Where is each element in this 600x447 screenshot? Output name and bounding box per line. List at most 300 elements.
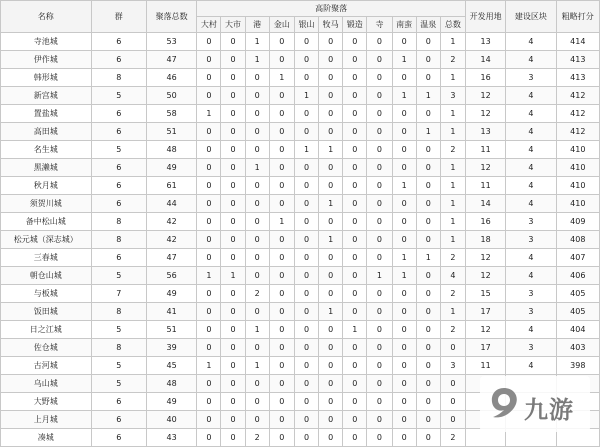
cell-name: 黑濑城	[1, 159, 92, 177]
cell-score: 398	[556, 357, 599, 375]
cell-sub: 0	[269, 321, 294, 339]
cell-sub: 0	[269, 159, 294, 177]
cell-sub: 0	[245, 231, 269, 249]
cell-land: 12	[466, 321, 506, 339]
cell-sub: 1	[367, 267, 392, 285]
cell-block: 3	[506, 339, 556, 357]
cell-sub: 1	[440, 69, 465, 87]
cell-group: 5	[91, 267, 146, 285]
cell-sub: 0	[221, 249, 245, 267]
cell-sub: 0	[343, 159, 367, 177]
cell-block: 4	[506, 249, 556, 267]
cell-total: 53	[146, 33, 196, 51]
cell-block: 3	[506, 213, 556, 231]
cell-sub: 1	[343, 321, 367, 339]
cell-sub: 0	[343, 195, 367, 213]
table-row	[1, 33, 600, 51]
header-sub-5: 牧马	[319, 17, 343, 33]
cell-sub: 0	[343, 411, 367, 429]
cell-name: 寺池城	[1, 33, 92, 51]
cell-sub: 0	[343, 303, 367, 321]
cell-sub: 0	[367, 285, 392, 303]
cell-land: 17	[466, 339, 506, 357]
cell-sub: 1	[294, 87, 318, 105]
cell-sub: 0	[343, 249, 367, 267]
cell-sub: 0	[319, 357, 343, 375]
cell-score: 404	[556, 321, 599, 339]
cell-sub: 1	[294, 141, 318, 159]
cell-sub: 0	[269, 357, 294, 375]
header-sub-2: 港	[245, 17, 269, 33]
cell-block: 4	[506, 267, 556, 285]
table-row	[1, 303, 600, 321]
cell-sub: 0	[367, 231, 392, 249]
table-row	[1, 195, 600, 213]
cell-sub: 0	[367, 375, 392, 393]
cell-sub: 0	[221, 159, 245, 177]
cell-name: 伊作城	[1, 51, 92, 69]
cell-sub: 1	[245, 357, 269, 375]
cell-sub: 0	[221, 123, 245, 141]
cell-sub: 0	[269, 285, 294, 303]
cell-sub: 0	[294, 123, 318, 141]
cell-sub: 1	[392, 51, 416, 69]
cell-group: 8	[91, 213, 146, 231]
cell-sub: 0	[343, 357, 367, 375]
cell-group: 7	[91, 285, 146, 303]
cell-sub: 0	[416, 321, 440, 339]
cell-sub: 1	[416, 249, 440, 267]
cell-sub: 0	[440, 339, 465, 357]
cell-block: 4	[506, 195, 556, 213]
cell-sub: 0	[392, 213, 416, 231]
cell-sub: 0	[416, 33, 440, 51]
cell-total: 42	[146, 213, 196, 231]
cell-sub: 0	[392, 339, 416, 357]
cell-sub: 1	[392, 249, 416, 267]
cell-group: 5	[91, 87, 146, 105]
cell-score: 408	[556, 231, 599, 249]
cell-sub: 0	[221, 411, 245, 429]
cell-sub: 0	[294, 267, 318, 285]
cell-sub: 0	[245, 249, 269, 267]
table-row	[1, 177, 600, 195]
cell-sub: 1	[245, 321, 269, 339]
cell-sub: 0	[319, 393, 343, 411]
cell-sub: 0	[294, 321, 318, 339]
cell-sub: 1	[245, 33, 269, 51]
cell-name: 松元城（深志城）	[1, 231, 92, 249]
cell-sub: 0	[392, 393, 416, 411]
cell-sub: 1	[440, 231, 465, 249]
cell-sub: 0	[245, 393, 269, 411]
table-row	[1, 213, 600, 231]
cell-sub: 0	[221, 321, 245, 339]
cell-sub: 0	[294, 51, 318, 69]
cell-sub: 0	[221, 303, 245, 321]
cell-sub: 1	[392, 267, 416, 285]
cell-sub: 2	[245, 285, 269, 303]
cell-land: 12	[466, 249, 506, 267]
cell-sub: 0	[392, 285, 416, 303]
cell-score: 413	[556, 51, 599, 69]
cell-total: 43	[146, 429, 196, 447]
table-row	[1, 267, 600, 285]
cell-land: 13	[466, 123, 506, 141]
cell-sub: 0	[367, 429, 392, 447]
cell-score: 405	[556, 303, 599, 321]
cell-sub: 0	[221, 51, 245, 69]
cell-group: 6	[91, 195, 146, 213]
table-row	[1, 339, 600, 357]
cell-sub: 0	[392, 231, 416, 249]
cell-sub: 1	[440, 213, 465, 231]
cell-sub: 0	[197, 393, 221, 411]
cell-total: 39	[146, 339, 196, 357]
header-land: 开发用地	[466, 1, 506, 33]
cell-total: 49	[146, 159, 196, 177]
cell-sub: 0	[367, 213, 392, 231]
cell-sub: 0	[343, 105, 367, 123]
cell-land: 11	[466, 177, 506, 195]
cell-sub: 0	[416, 231, 440, 249]
cell-score: 410	[556, 177, 599, 195]
cell-block: 4	[506, 87, 556, 105]
cell-group: 5	[91, 375, 146, 393]
cell-block: 4	[506, 51, 556, 69]
cell-sub: 0	[269, 411, 294, 429]
cell-sub: 0	[221, 33, 245, 51]
cell-name: 备中松山城	[1, 213, 92, 231]
cell-sub: 1	[319, 141, 343, 159]
jiuyou-logo-icon	[488, 386, 520, 420]
cell-sub: 0	[367, 249, 392, 267]
cell-sub: 0	[367, 411, 392, 429]
cell-sub: 0	[221, 339, 245, 357]
cell-name: 凑城	[1, 429, 92, 447]
cell-sub: 4	[440, 267, 465, 285]
cell-total: 49	[146, 285, 196, 303]
cell-sub: 0	[343, 87, 367, 105]
cell-score: 405	[556, 285, 599, 303]
cell-score: 410	[556, 159, 599, 177]
cell-total: 42	[146, 231, 196, 249]
cell-block: 4	[506, 105, 556, 123]
cell-sub: 0	[245, 69, 269, 87]
cell-sub: 0	[343, 33, 367, 51]
cell-sub: 1	[440, 33, 465, 51]
cell-sub: 0	[392, 159, 416, 177]
cell-total: 49	[146, 393, 196, 411]
cell-score: 410	[556, 195, 599, 213]
cell-sub: 1	[319, 231, 343, 249]
cell-total: 44	[146, 195, 196, 213]
cell-land: 11	[466, 141, 506, 159]
cell-sub: 1	[269, 69, 294, 87]
cell-sub: 0	[343, 339, 367, 357]
cell-score: 412	[556, 105, 599, 123]
cell-sub: 0	[392, 411, 416, 429]
cell-score: 413	[556, 69, 599, 87]
cell-sub: 0	[221, 429, 245, 447]
cell-land: 12	[466, 159, 506, 177]
cell-sub: 0	[392, 141, 416, 159]
cell-total: 47	[146, 249, 196, 267]
cell-land: 12	[466, 105, 506, 123]
cell-sub: 0	[319, 51, 343, 69]
cell-sub: 0	[416, 177, 440, 195]
cell-land: 11	[466, 357, 506, 375]
cell-sub: 2	[245, 429, 269, 447]
cell-group: 6	[91, 177, 146, 195]
cell-sub: 0	[269, 33, 294, 51]
cell-sub: 0	[197, 411, 221, 429]
cell-sub: 0	[197, 213, 221, 231]
cell-sub: 1	[392, 87, 416, 105]
cell-name: 日之江城	[1, 321, 92, 339]
cell-sub: 0	[416, 69, 440, 87]
cell-sub: 0	[392, 321, 416, 339]
cell-sub: 0	[367, 321, 392, 339]
cell-sub: 0	[440, 411, 465, 429]
cell-name: 三春城	[1, 249, 92, 267]
cell-sub: 0	[319, 339, 343, 357]
cell-sub: 1	[440, 195, 465, 213]
cell-group: 6	[91, 159, 146, 177]
table-row	[1, 231, 600, 249]
cell-sub: 0	[197, 303, 221, 321]
cell-total: 41	[146, 303, 196, 321]
cell-sub: 0	[294, 357, 318, 375]
cell-name: 名生城	[1, 141, 92, 159]
cell-sub: 0	[343, 123, 367, 141]
table-row	[1, 285, 600, 303]
cell-sub: 0	[197, 429, 221, 447]
cell-block: 4	[506, 141, 556, 159]
cell-name: 大野城	[1, 393, 92, 411]
cell-sub: 1	[197, 267, 221, 285]
cell-sub: 0	[294, 249, 318, 267]
cell-sub: 0	[294, 231, 318, 249]
cell-sub: 0	[269, 267, 294, 285]
cell-sub: 0	[197, 375, 221, 393]
cell-sub: 0	[245, 105, 269, 123]
cell-total: 51	[146, 321, 196, 339]
cell-name: 朝仓山城	[1, 267, 92, 285]
cell-group: 6	[91, 33, 146, 51]
cell-sub: 0	[269, 195, 294, 213]
cell-sub: 0	[294, 393, 318, 411]
table-row	[1, 105, 600, 123]
cell-total: 48	[146, 141, 196, 159]
cell-group: 6	[91, 123, 146, 141]
table-row	[1, 51, 600, 69]
cell-sub: 0	[294, 303, 318, 321]
cell-sub: 0	[294, 177, 318, 195]
table-row	[1, 69, 600, 87]
cell-sub: 0	[416, 213, 440, 231]
cell-block: 3	[506, 231, 556, 249]
cell-sub: 0	[319, 375, 343, 393]
cell-sub: 1	[440, 105, 465, 123]
cell-name: 乌山城	[1, 375, 92, 393]
cell-name: 秋月城	[1, 177, 92, 195]
cell-sub: 0	[197, 195, 221, 213]
header-sub-9: 温泉	[416, 17, 440, 33]
cell-sub: 0	[343, 141, 367, 159]
table-row	[1, 141, 600, 159]
header-sub-6: 锻造	[343, 17, 367, 33]
table-row	[1, 159, 600, 177]
cell-sub: 0	[343, 267, 367, 285]
cell-sub: 0	[367, 303, 392, 321]
cell-sub: 0	[343, 375, 367, 393]
cell-sub: 0	[392, 357, 416, 375]
cell-sub: 2	[440, 285, 465, 303]
cell-sub: 0	[221, 87, 245, 105]
cell-sub: 0	[416, 141, 440, 159]
cell-sub: 0	[294, 411, 318, 429]
cell-sub: 1	[269, 213, 294, 231]
cell-sub: 0	[392, 303, 416, 321]
cell-sub: 0	[197, 69, 221, 87]
cell-land: 12	[466, 87, 506, 105]
cell-total: 40	[146, 411, 196, 429]
table-row	[1, 249, 600, 267]
cell-sub: 0	[319, 285, 343, 303]
header-sub-3: 金山	[269, 17, 294, 33]
cell-sub: 0	[392, 375, 416, 393]
cell-sub: 1	[197, 105, 221, 123]
cell-sub: 3	[440, 357, 465, 375]
cell-sub: 0	[294, 33, 318, 51]
cell-sub: 0	[416, 195, 440, 213]
table-row	[1, 87, 600, 105]
cell-sub: 1	[221, 267, 245, 285]
cell-block: 4	[506, 123, 556, 141]
watermark	[480, 376, 590, 432]
cell-sub: 0	[319, 267, 343, 285]
cell-sub: 0	[197, 249, 221, 267]
cell-group: 5	[91, 357, 146, 375]
cell-sub: 0	[294, 285, 318, 303]
cell-block: 3	[506, 285, 556, 303]
cell-block: 4	[506, 357, 556, 375]
header-sub-4: 银山	[294, 17, 318, 33]
table-row	[1, 357, 600, 375]
cell-sub: 0	[294, 339, 318, 357]
cell-sub: 1	[440, 123, 465, 141]
cell-sub: 0	[197, 177, 221, 195]
cell-sub: 0	[416, 411, 440, 429]
cell-sub: 0	[197, 159, 221, 177]
cell-group: 6	[91, 411, 146, 429]
cell-score: 410	[556, 141, 599, 159]
cell-total: 50	[146, 87, 196, 105]
cell-sub: 0	[319, 123, 343, 141]
cell-sub: 0	[343, 429, 367, 447]
cell-sub: 2	[440, 249, 465, 267]
cell-sub: 0	[221, 141, 245, 159]
cell-sub: 0	[416, 159, 440, 177]
cell-sub: 0	[343, 51, 367, 69]
cell-sub: 0	[294, 195, 318, 213]
cell-score: 412	[556, 87, 599, 105]
cell-sub: 1	[319, 195, 343, 213]
cell-sub: 0	[367, 51, 392, 69]
cell-sub: 0	[197, 231, 221, 249]
cell-sub: 0	[343, 69, 367, 87]
header-advanced: 高阶聚落	[197, 1, 466, 17]
cell-sub: 0	[367, 123, 392, 141]
cell-total: 51	[146, 123, 196, 141]
cell-land: 12	[466, 267, 506, 285]
cell-group: 6	[91, 105, 146, 123]
header-sub-7: 寺	[367, 17, 392, 33]
cell-sub: 0	[392, 429, 416, 447]
cell-group: 8	[91, 339, 146, 357]
cell-sub: 0	[367, 393, 392, 411]
cell-sub: 0	[245, 195, 269, 213]
cell-sub: 1	[392, 177, 416, 195]
cell-sub: 0	[367, 339, 392, 357]
cell-sub: 0	[367, 195, 392, 213]
cell-sub: 0	[392, 123, 416, 141]
cell-group: 8	[91, 69, 146, 87]
cell-block: 4	[506, 321, 556, 339]
cell-sub: 0	[221, 231, 245, 249]
cell-name: 上月城	[1, 411, 92, 429]
cell-sub: 0	[392, 69, 416, 87]
cell-sub: 0	[221, 285, 245, 303]
cell-sub: 0	[367, 105, 392, 123]
cell-sub: 0	[319, 159, 343, 177]
cell-sub: 0	[269, 375, 294, 393]
table-row	[1, 123, 600, 141]
cell-sub: 0	[367, 177, 392, 195]
cell-sub: 0	[416, 51, 440, 69]
cell-sub: 0	[294, 375, 318, 393]
cell-group: 5	[91, 141, 146, 159]
cell-sub: 0	[197, 51, 221, 69]
cell-sub: 0	[197, 339, 221, 357]
cell-block: 4	[506, 177, 556, 195]
cell-sub: 0	[221, 375, 245, 393]
header-sub-1: 大市	[221, 17, 245, 33]
cell-score: 406	[556, 267, 599, 285]
cell-land: 16	[466, 69, 506, 87]
cell-sub: 0	[367, 159, 392, 177]
cell-total: 56	[146, 267, 196, 285]
cell-sub: 0	[416, 339, 440, 357]
cell-group: 6	[91, 429, 146, 447]
cell-score: 412	[556, 123, 599, 141]
cell-land: 16	[466, 213, 506, 231]
cell-sub: 0	[319, 33, 343, 51]
cell-land: 14	[466, 195, 506, 213]
cell-sub: 0	[221, 213, 245, 231]
cell-sub: 2	[440, 51, 465, 69]
cell-group: 6	[91, 51, 146, 69]
cell-name: 须贺川城	[1, 195, 92, 213]
cell-sub: 0	[294, 105, 318, 123]
header-sub-8: 南蛮	[392, 17, 416, 33]
cell-name: 新宫城	[1, 87, 92, 105]
cell-block: 3	[506, 303, 556, 321]
cell-name: 与板城	[1, 285, 92, 303]
cell-sub: 2	[440, 321, 465, 339]
cell-group: 6	[91, 393, 146, 411]
